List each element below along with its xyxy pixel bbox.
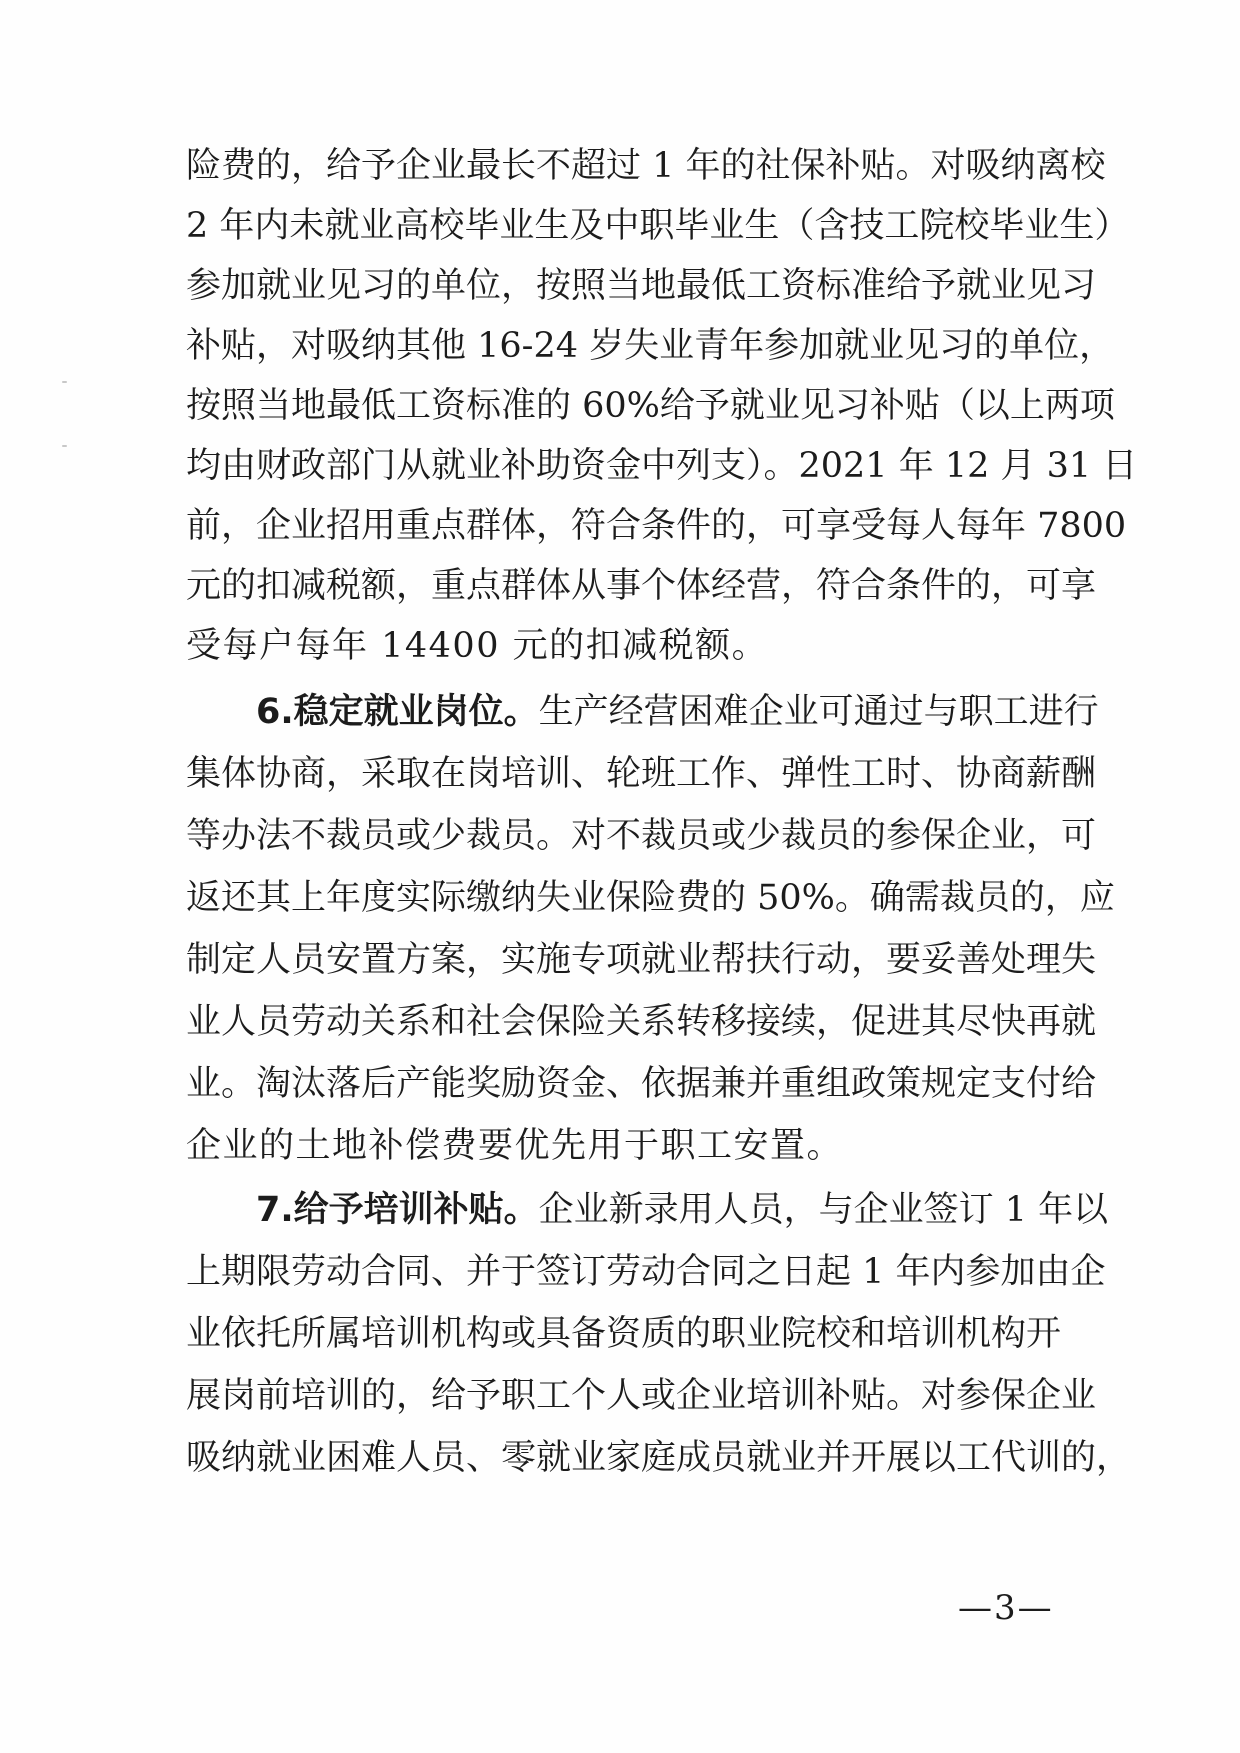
text-line: 等办法不裁员或少裁员。对不裁员或少裁员的参保企业，可 — [186, 816, 1097, 856]
text-line: 集体协商，采取在岗培训、轮班工作、弹性工时、协商薪酬 — [186, 754, 1097, 794]
section-6-first-line — [256, 682, 1099, 742]
text-line: 业人员劳动关系和社会保险关系转移接续，促进其尽快再就 — [186, 1002, 1097, 1042]
text-line: 上期限劳动合同、并于签订劳动合同之日起 1 年内参加由企 — [186, 1252, 1106, 1292]
text-line: 受每户每年 14400 元的扣减税额。 — [186, 626, 769, 666]
text-line: 吸纳就业困难人员、零就业家庭成员就业并开展以工代训的， — [186, 1438, 1132, 1478]
page-number: —3— — [958, 1588, 1054, 1628]
text-line: 按照当地最低工资标准的 60%给予就业见习补贴（以上两项 — [186, 386, 1115, 426]
section-6-first-text: 生产经营困难企业可通过与职工进行 — [538, 692, 1099, 732]
scan-speck — [62, 381, 67, 383]
section-7-heading: 7.给予培训补贴。 — [256, 1190, 539, 1230]
text-line: 返还其上年度实际缴纳失业保险费的 50%。确需裁员的，应 — [186, 878, 1115, 918]
text-line: 业依托所属培训机构或具备资质的职业院校和培训机构开 — [186, 1314, 1062, 1354]
text-line: 均由财政部门从就业补助资金中列支）。2021 年 12 月 31 日 — [186, 446, 1138, 486]
text-line: 2 年内未就业高校毕业生及中职毕业生（含技工院校毕业生） — [186, 206, 1130, 246]
section-7-first-text: 企业新录用人员，与企业签订 1 年以 — [538, 1190, 1109, 1230]
section-6-heading: 6.稳定就业岗位。 — [256, 692, 539, 732]
text-line: 业。淘汰落后产能奖励资金、依据兼并重组政策规定支付给 — [186, 1064, 1097, 1104]
text-line: 元的扣减税额，重点群体从事个体经营，符合条件的，可享 — [186, 566, 1097, 606]
text-line: 参加就业见习的单位，按照当地最低工资标准给予就业见习 — [186, 266, 1097, 306]
section-7-first-line — [256, 1180, 1109, 1240]
text-line: 前，企业招用重点群体，符合条件的，可享受每人每年 7800 — [186, 506, 1127, 546]
text-line: 企业的土地补偿费要优先用于职工安置。 — [186, 1126, 844, 1166]
text-line: 展岗前培训的，给予职工个人或企业培训补贴。对参保企业 — [186, 1376, 1097, 1416]
text-line: 险费的，给予企业最长不超过 1 年的社保补贴。对吸纳离校 — [186, 146, 1106, 186]
text-line: 补贴，对吸纳其他 16-24 岁失业青年参加就业见习的单位， — [186, 326, 1115, 366]
text-line: 制定人员安置方案，实施专项就业帮扶行动，要妥善处理失 — [186, 940, 1097, 980]
scan-speck — [62, 445, 67, 447]
